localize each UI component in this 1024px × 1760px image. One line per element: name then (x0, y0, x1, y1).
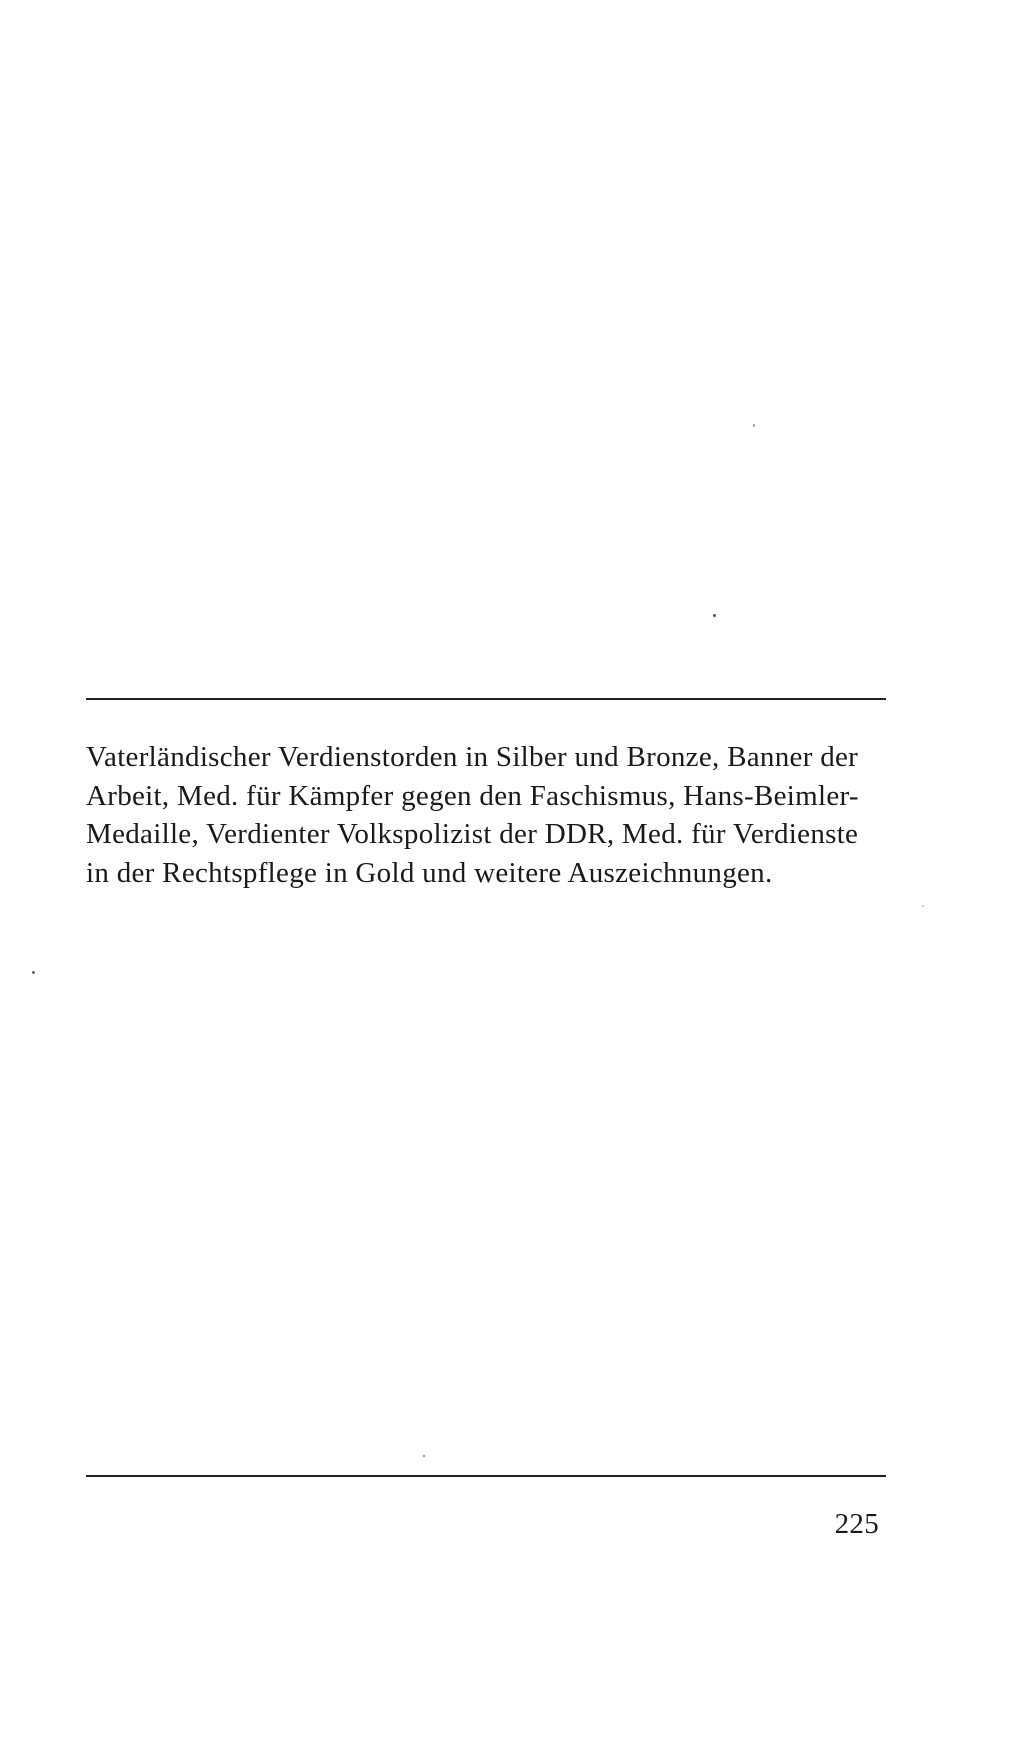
text-line: Vaterländischer Verdienstorden in Silber und Bronze, Banner der (86, 741, 859, 773)
body-paragraph (86, 738, 898, 892)
top-rule (86, 698, 886, 700)
bottom-rule (86, 1475, 886, 1477)
scan-speck (423, 1455, 425, 1457)
text-line: in der Rechtspflege in Gold und weitere Auszeichnungen. (86, 856, 773, 889)
scan-speck (753, 424, 755, 427)
scan-speck (922, 905, 924, 907)
scan-speck (713, 614, 716, 617)
page-number: 225 (834, 1508, 879, 1540)
text-line: Medaille, Verdienter Volkspolizist der DDR, Med. für Verdienste (86, 818, 859, 850)
text-line: Arbeit, Med. für Kämpfer gegen den Faschismus, Hans-Beimler- (86, 779, 859, 812)
scan-speck (32, 971, 35, 974)
